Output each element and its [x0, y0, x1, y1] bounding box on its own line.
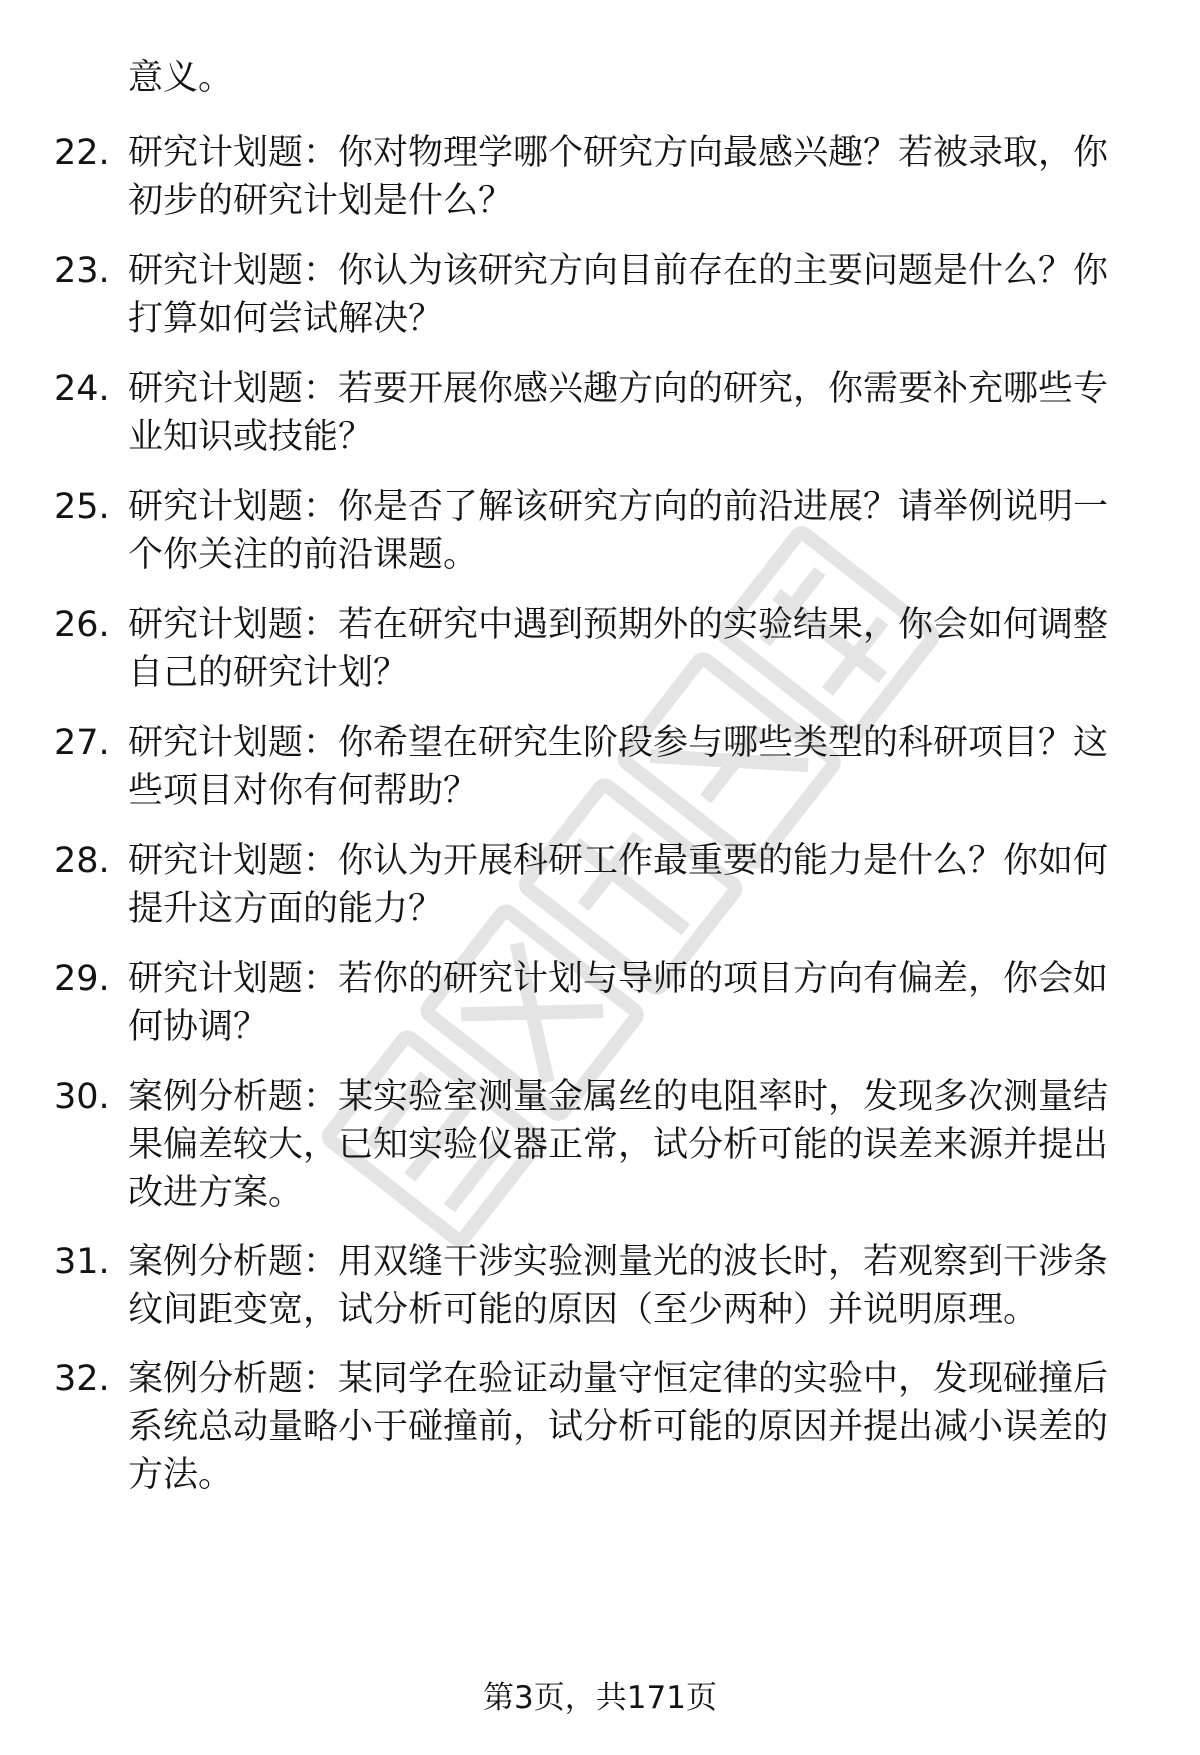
question-number: 23.: [54, 251, 110, 291]
question-text-line: 打算如何尝试解决？: [128, 299, 444, 339]
question-text-line: 初步的研究计划是什么？: [128, 181, 514, 221]
question-text-line: 提升这方面的能力？: [128, 889, 444, 929]
question-text-line: 案例分析题：某同学在验证动量守恒定律的实验中，发现碰撞后: [128, 1359, 1109, 1399]
question-text-line: 研究计划题：你是否了解该研究方向的前沿进展？请举例说明一: [128, 487, 1109, 527]
question-text-line: 纹间距变宽，试分析可能的原因（至少两种）并说明原理。: [128, 1290, 1039, 1330]
page-number-footer: 第3页，共171页: [483, 1680, 717, 1716]
question-number: 26.: [54, 605, 110, 645]
continuation-text: 意义。: [128, 58, 234, 98]
question-number: 28.: [54, 841, 110, 881]
question-number: 31.: [54, 1242, 110, 1282]
question-text-line: 研究计划题：你对物理学哪个研究方向最感兴趣？若被录取，你: [128, 133, 1109, 173]
question-text-line: 个你关注的前沿课题。: [128, 535, 479, 575]
question-text-line: 方法。: [128, 1455, 234, 1495]
question-text-line: 研究计划题：若要开展你感兴趣方向的研究，你需要补充哪些专: [128, 369, 1109, 409]
question-text-line: 改进方案。: [128, 1173, 304, 1213]
question-text-line: 系统总动量略小于碰撞前，试分析可能的原因并提出减小误差的: [128, 1407, 1109, 1447]
question-number: 25.: [54, 487, 110, 527]
question-number: 32.: [54, 1359, 110, 1399]
question-number: 22.: [54, 133, 110, 173]
question-number: 27.: [54, 723, 110, 763]
question-text-line: 何协调？: [128, 1007, 269, 1047]
question-text-line: 业知识或技能？: [128, 417, 374, 457]
question-text-line: 案例分析题：用双缝干涉实验测量光的波长时，若观察到干涉条: [128, 1242, 1109, 1282]
question-text-line: 案例分析题：某实验室测量金属丝的电阻率时，发现多次测量结: [128, 1077, 1109, 1117]
question-text-line: 些项目对你有何帮助？: [128, 771, 479, 811]
question-text-line: 研究计划题：你认为该研究方向目前存在的主要问题是什么？你: [128, 251, 1109, 291]
question-text-line: 自己的研究计划？: [128, 653, 409, 693]
question-text-line: 果偏差较大，已知实验仪器正常，试分析可能的误差来源并提出: [128, 1125, 1109, 1165]
question-text-line: 研究计划题：你认为开展科研工作最重要的能力是什么？你如何: [128, 841, 1109, 881]
question-text-line: 研究计划题：若你的研究计划与导师的项目方向有偏差，你会如: [128, 959, 1109, 999]
question-number: 24.: [54, 369, 110, 409]
question-number: 30.: [54, 1077, 110, 1117]
question-text-line: 研究计划题：若在研究中遇到预期外的实验结果，你会如何调整: [128, 605, 1109, 645]
question-text-line: 研究计划题：你希望在研究生阶段参与哪些类型的科研项目？这: [128, 723, 1109, 763]
question-number: 29.: [54, 959, 110, 999]
